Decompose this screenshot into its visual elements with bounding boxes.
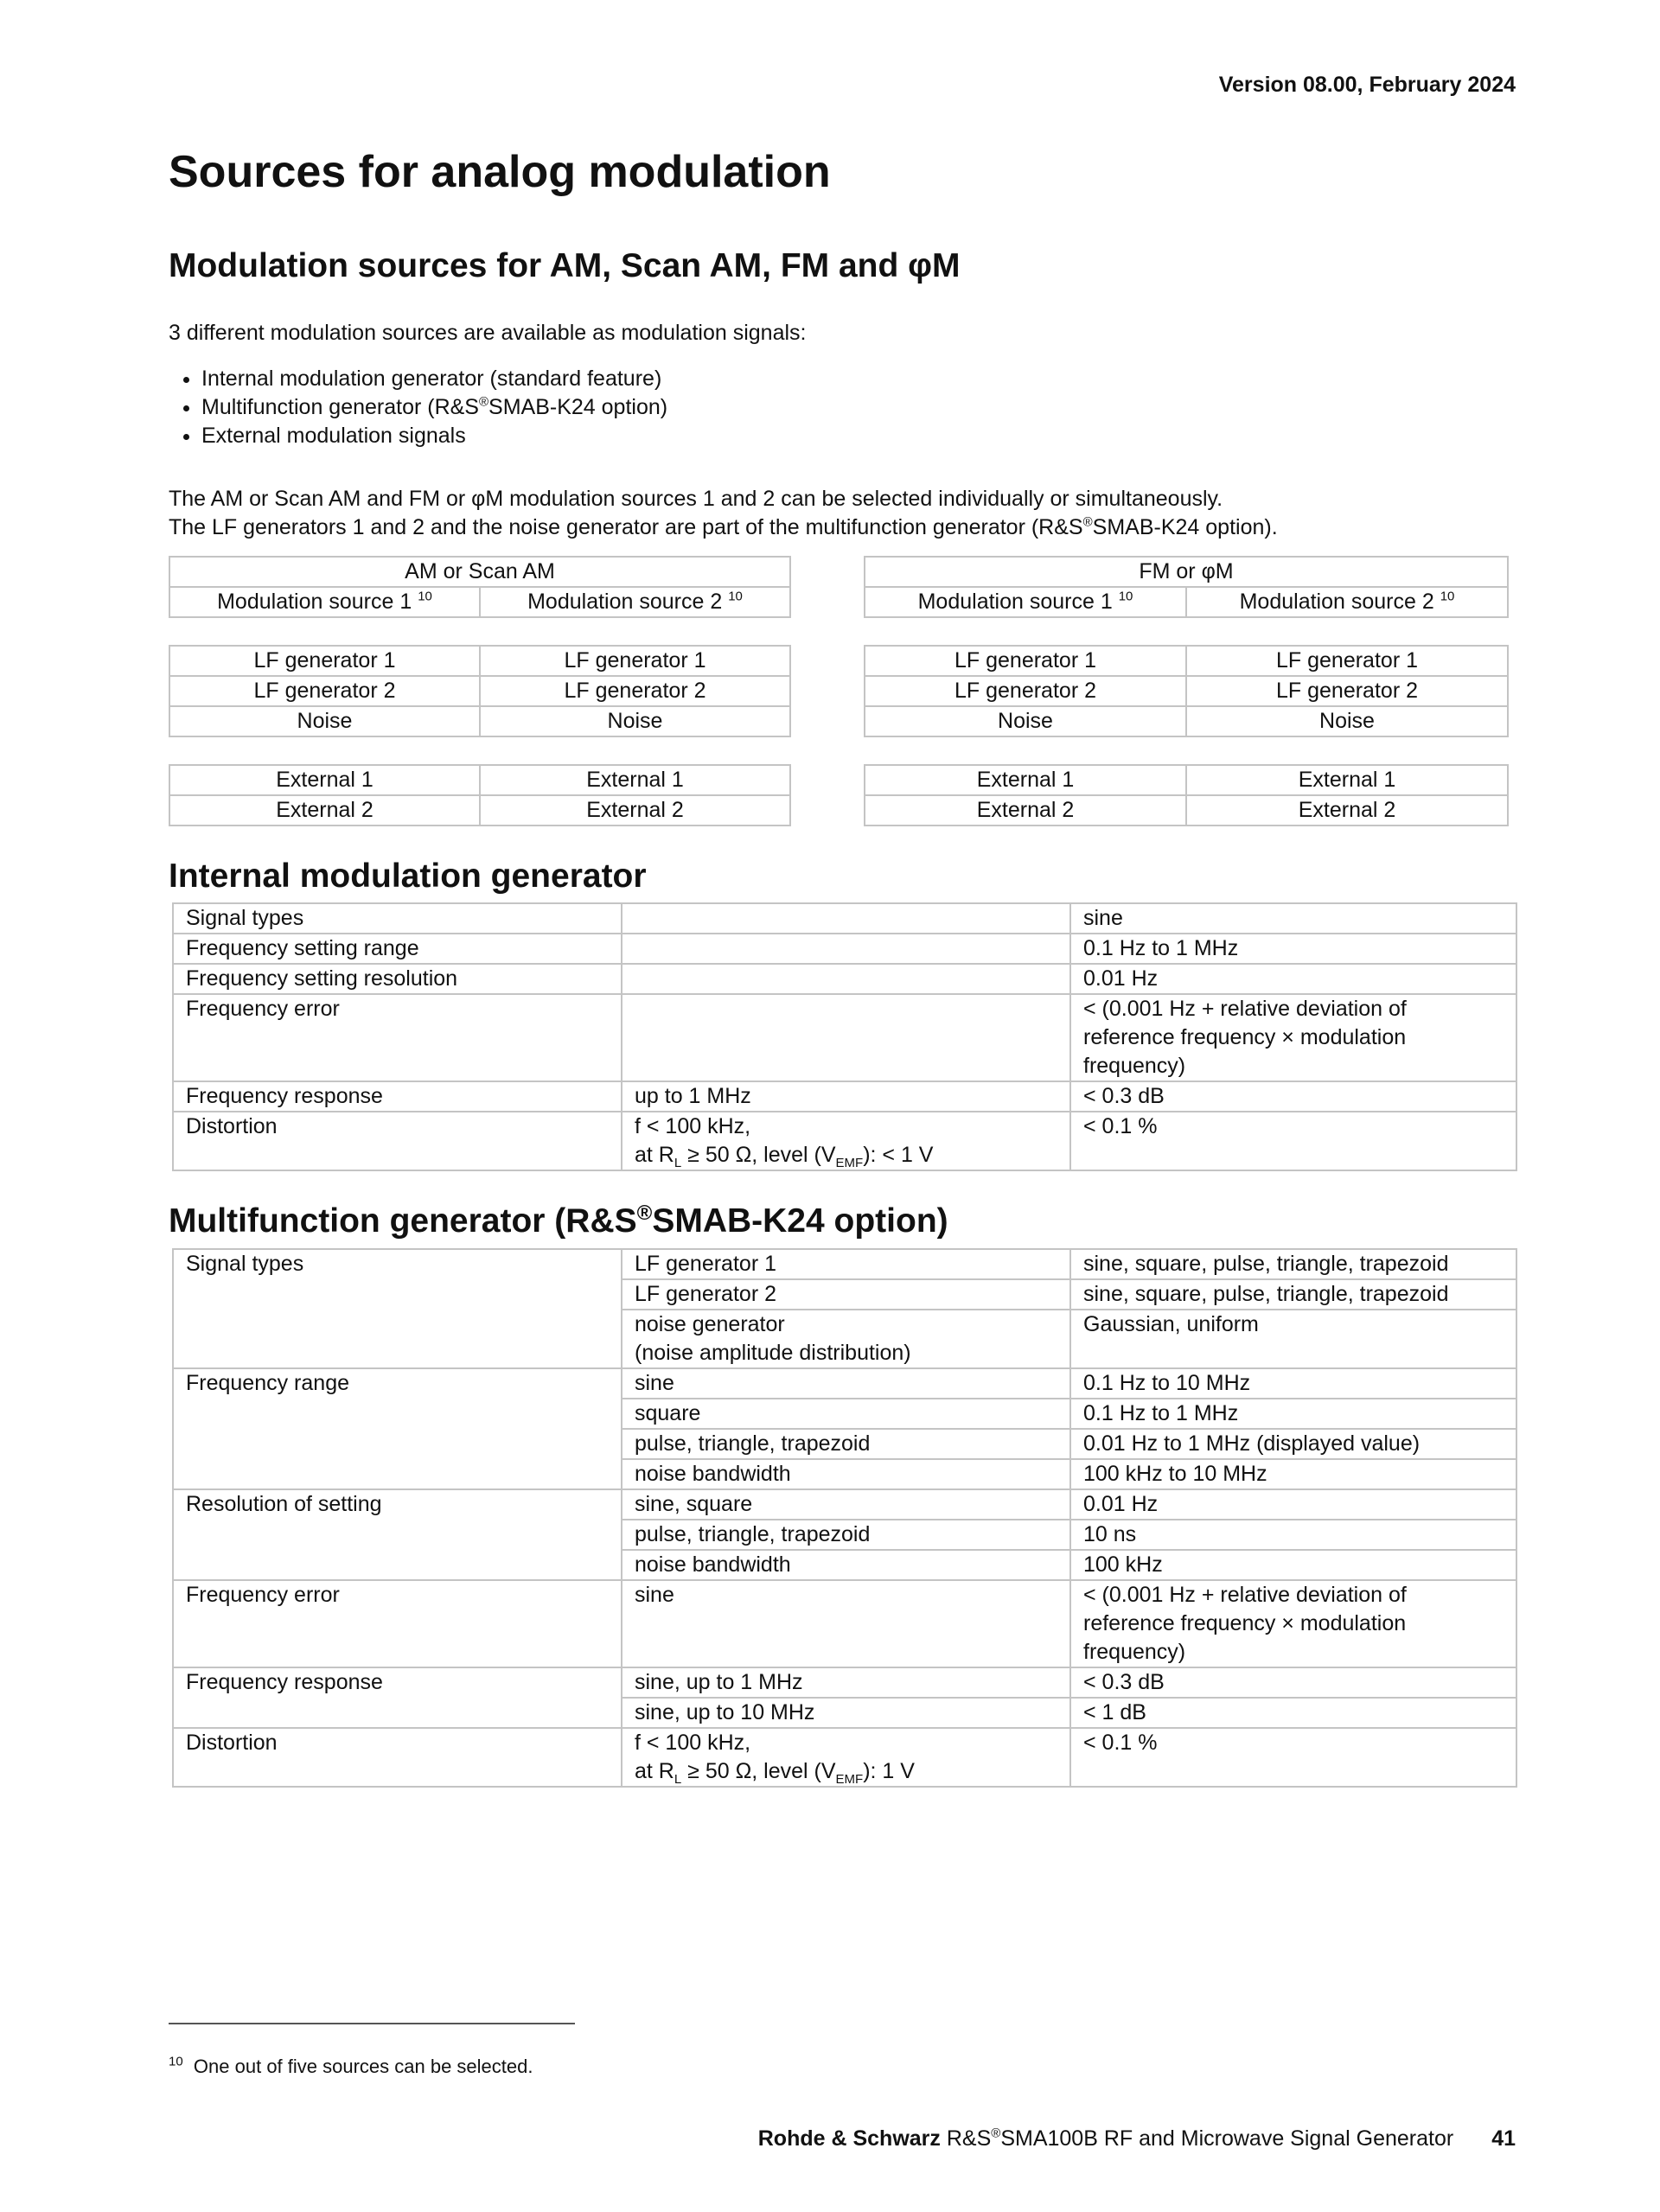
list-item: • Multifunction generator (R&S®SMAB-K24 option) <box>201 393 1517 422</box>
table-row: Frequency setting range 0.1 Hz to 1 MHz <box>173 934 1516 964</box>
table-row: Distortion f < 100 kHz, at $R_L \ge 50$ Ω, level $(V_{EMF})$: < 1 V < 0.1 % <box>173 1112 1516 1170</box>
table-row: Frequency error < (0.001 Hz + relative deviation of reference frequency × modulation frequency) <box>173 994 1516 1081</box>
list-item: • Internal modulation generator (standard feature) <box>201 365 1517 393</box>
source-list <box>169 365 1517 450</box>
table-row: Signal types LF generator 1 sine, square, pulse, triangle, trapezoid <box>173 1249 1516 1279</box>
internal-generator-heading: Internal modulation generator <box>169 857 647 895</box>
table-row: Frequency range sine 0.1 Hz to 10 MHz <box>173 1368 1516 1399</box>
column-header: Modulation source 2 $^{10}$ <box>480 587 790 617</box>
table-row: pulse, triangle, trapezoid 10 ns <box>173 1520 1516 1550</box>
table-row: noise bandwidth 100 kHz <box>173 1550 1516 1580</box>
modulation-sources-heading: Modulation sources for AM, Scan AM, FM and φM <box>169 246 961 284</box>
table-row: External 2 External 2 <box>169 795 790 826</box>
footer-brand: Rohde & Schwarz <box>757 2126 941 2151</box>
table-row: Frequency setting resolution 0.01 Hz <box>173 964 1516 994</box>
table-row: Frequency error sine < (0.001 Hz + relative deviation of reference frequency × modulation frequency) <box>173 1580 1516 1667</box>
multifunction-generator-table <box>172 1248 1517 1788</box>
paragraph-lf-generators: The LF generators 1 and 2 and the noise generator are part of the multifunction generator (R&S®SMAB-K24 option). <box>169 514 1278 539</box>
page-title: Sources for analog modulation <box>169 147 831 197</box>
footnote: $^{10}$ One out of five sources can be selected. <box>169 2054 533 2077</box>
footnote-divider <box>169 2023 575 2024</box>
column-header: Modulation source 2 $^{10}$ <box>1186 587 1508 617</box>
table-row: Frequency response sine, up to 1 MHz < 0.3 dB <box>173 1667 1516 1698</box>
source-tables <box>169 556 1517 826</box>
table-row: External 2 External 2 <box>865 795 1508 826</box>
table-row: noise generator (noise amplitude distribution) Gaussian, uniform <box>173 1310 1516 1368</box>
table-row: sine, up to 10 MHz < 1 dB <box>173 1698 1516 1728</box>
table-row: Noise Noise <box>865 706 1508 736</box>
list-item: • External modulation signals <box>201 422 1517 450</box>
table-row: LF generator 1 LF generator 1 <box>865 646 1508 676</box>
table-row: LF generator 2 LF generator 2 <box>169 676 790 706</box>
table-title: AM or Scan AM <box>169 557 790 587</box>
table-row: Resolution of setting sine, square 0.01 Hz <box>173 1489 1516 1520</box>
internal-generator-table <box>172 902 1517 1171</box>
intro-text: 3 different modulation sources are available as modulation signals: <box>169 320 807 345</box>
multifunction-generator-heading: Multifunction generator (R&S®SMAB-K24 option) <box>169 1202 948 1240</box>
version-label: Version 08.00, February 2024 <box>1218 73 1516 97</box>
fm-source-table <box>864 556 1509 826</box>
column-header: Modulation source 1 $^{10}$ <box>169 587 480 617</box>
table-row: noise bandwidth 100 kHz to 10 MHz <box>173 1459 1516 1489</box>
page-number: 41 <box>1491 2126 1516 2151</box>
table-row: Signal types sine <box>173 903 1516 934</box>
column-header: Modulation source 1 $^{10}$ <box>865 587 1186 617</box>
table-row: LF generator 2 sine, square, pulse, triangle, trapezoid <box>173 1279 1516 1310</box>
table-row: Noise Noise <box>169 706 790 736</box>
page-footer: Rohde & Schwarz R&S®SMA100B RF and Microwave Signal Generator 41 <box>757 2126 1516 2151</box>
paragraph-sources: The AM or Scan AM and FM or φM modulation sources 1 and 2 can be selected individually or simultaneously. <box>169 486 1223 511</box>
table-row: square 0.1 Hz to 1 MHz <box>173 1399 1516 1429</box>
table-row: LF generator 1 LF generator 1 <box>169 646 790 676</box>
table-title: FM or φM <box>865 557 1508 587</box>
am-source-table <box>169 556 791 826</box>
table-row: Distortion f < 100 kHz, at $R_L \ge 50$ Ω, level $(V_{EMF})$: 1 V < 0.1 % <box>173 1728 1516 1787</box>
table-row: External 1 External 1 <box>865 765 1508 795</box>
page-content <box>169 147 1517 1788</box>
table-row: LF generator 2 LF generator 2 <box>865 676 1508 706</box>
table-row: Frequency response up to 1 MHz < 0.3 dB <box>173 1081 1516 1112</box>
table-row: pulse, triangle, trapezoid 0.01 Hz to 1 MHz (displayed value) <box>173 1429 1516 1459</box>
footer-product: SMA100B RF and Microwave Signal Generator <box>1000 2126 1454 2151</box>
table-row: External 1 External 1 <box>169 765 790 795</box>
